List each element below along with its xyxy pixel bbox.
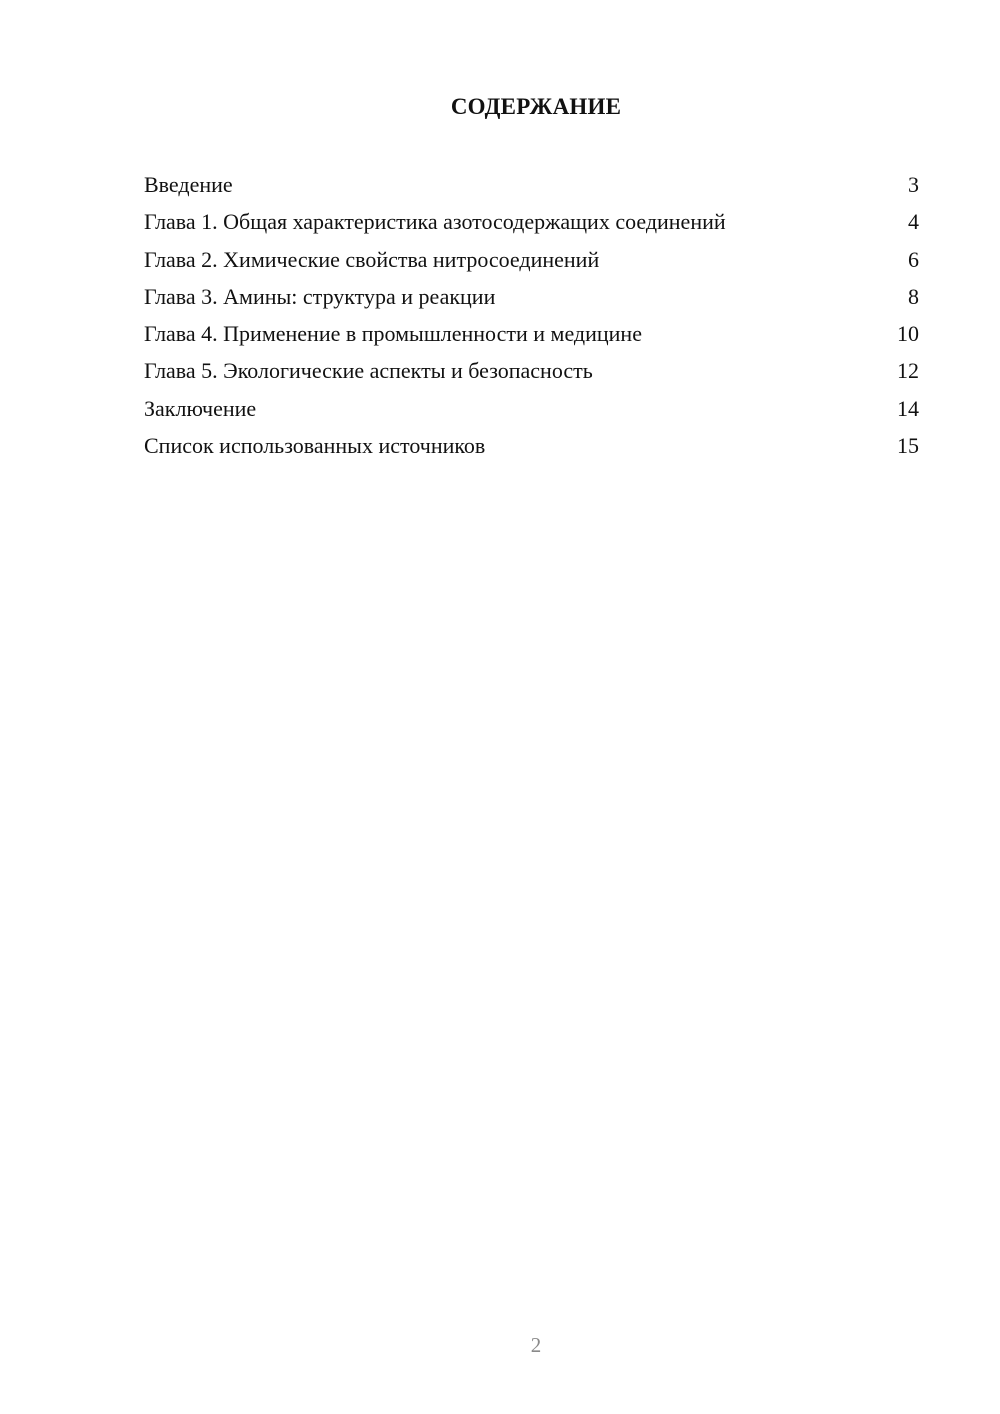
toc-entry-page: 4 [908, 209, 919, 235]
toc-entry-label: Введение [144, 172, 233, 197]
toc-entry-label: Глава 1. Общая характеристика азотосодержащих соединений [144, 209, 726, 235]
page-title: СОДЕРЖАНИЕ [450, 94, 622, 119]
toc-entry-page: 15 [897, 433, 919, 459]
toc-entry-page: 12 [897, 358, 919, 384]
toc-entry-chapter-4 [144, 318, 919, 355]
toc-entry-chapter-3 [144, 281, 919, 318]
toc-entry-label: Глава 4. Применение в промышленности и медицине [144, 321, 642, 347]
toc-entry-page: 10 [897, 321, 919, 347]
toc-entry-chapter-2 [144, 244, 919, 281]
page-number: 2 [530, 1333, 542, 1357]
toc-entry-conclusion [144, 393, 919, 430]
toc-entry-introduction [144, 169, 919, 206]
toc-entry-page: 3 [908, 172, 919, 197]
toc-entry-references [144, 430, 919, 467]
toc-entry-page: 14 [897, 395, 919, 421]
toc-entry-label: Глава 2. Химические свойства нитросоединений [144, 246, 600, 272]
toc-entry-chapter-1 [144, 206, 919, 243]
toc-entry-label: Список использованных источников [144, 433, 486, 459]
toc-entry-label: Заключение [144, 395, 257, 421]
toc-entry-chapter-5 [144, 355, 919, 392]
toc-entry-label: Глава 3. Амины: структура и реакции [144, 283, 496, 309]
table-of-contents [144, 169, 919, 467]
toc-entry-label: Глава 5. Экологические аспекты и безопасность [144, 358, 593, 384]
toc-entry-page: 6 [908, 246, 919, 272]
toc-entry-page: 8 [908, 283, 919, 309]
